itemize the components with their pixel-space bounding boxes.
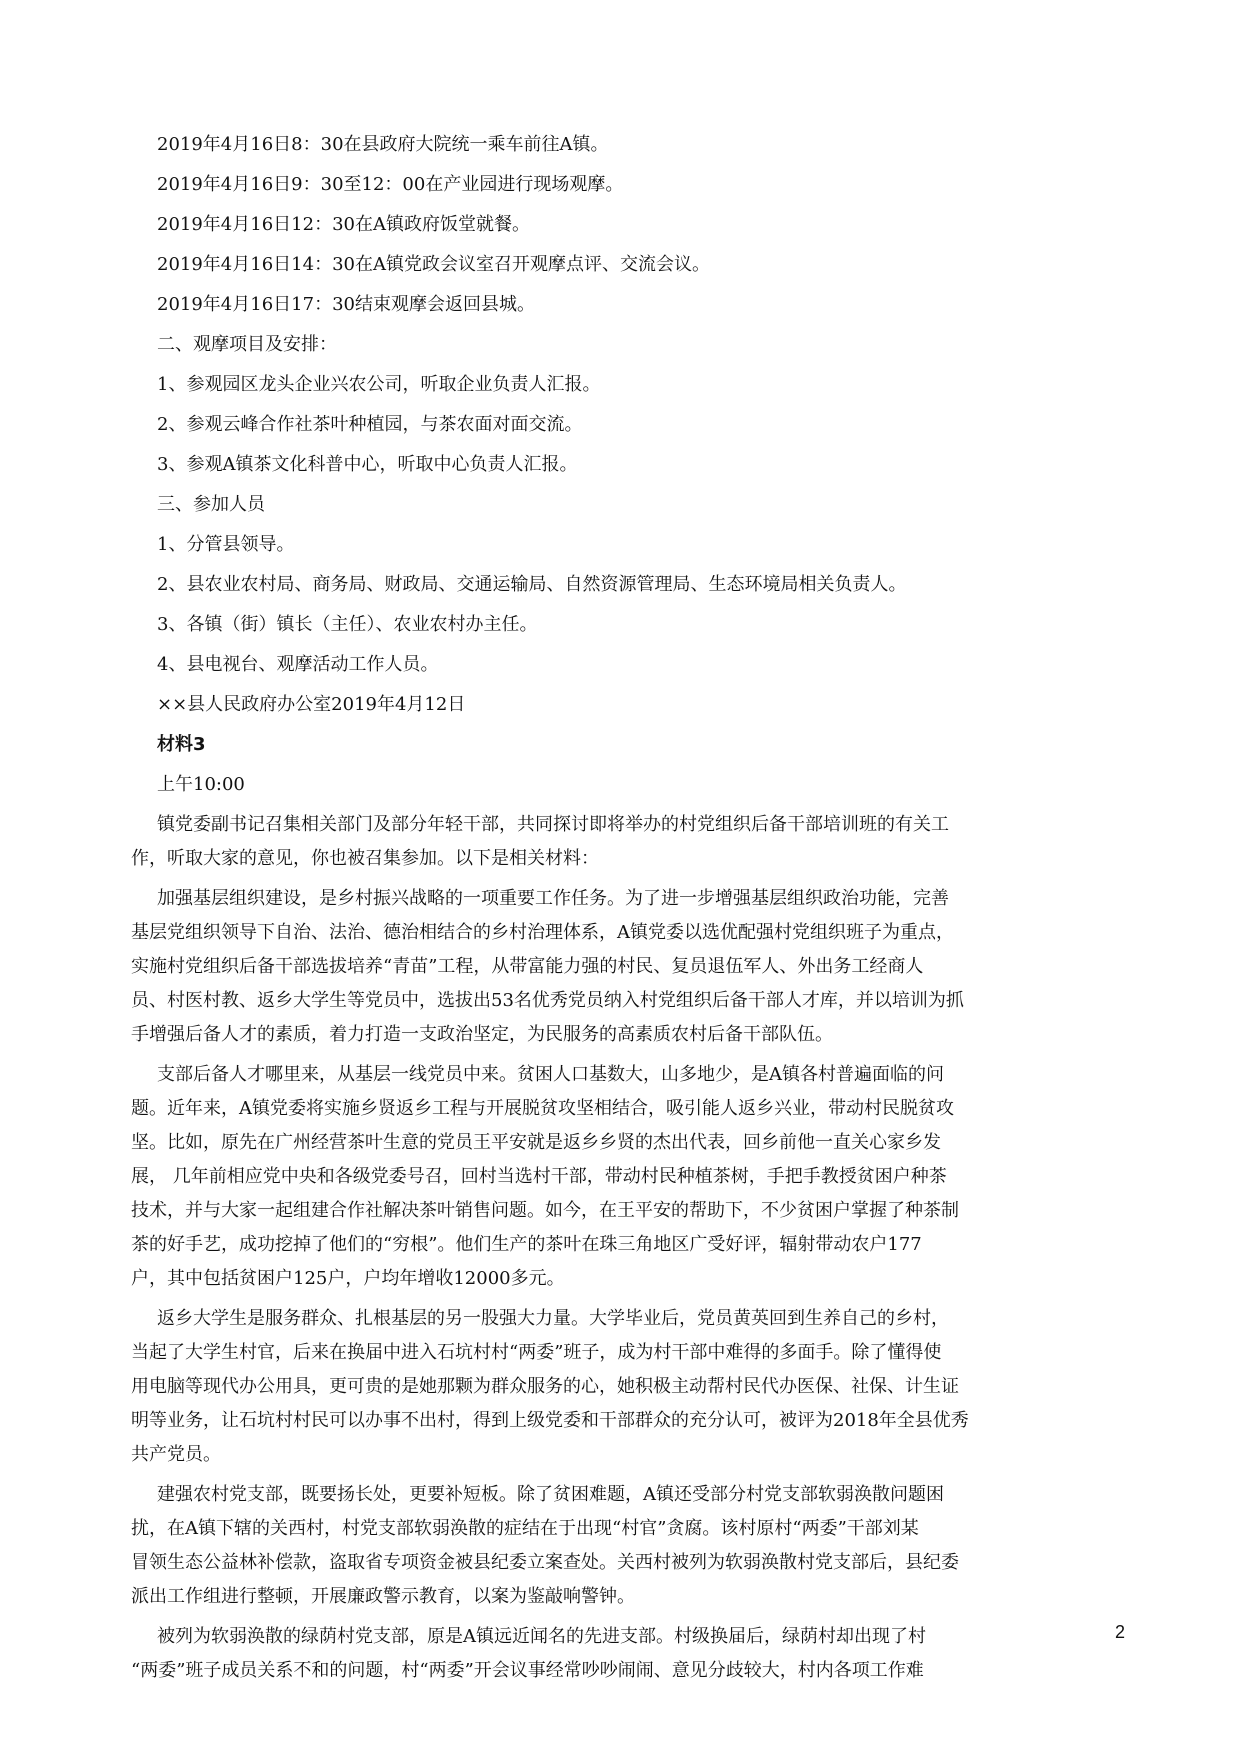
- paragraph-line: 坚。比如，原先在广州经营茶叶生意的党员王平安就是返乡乡贤的杰出代表，回乡前他一直关心家乡发: [131, 1132, 941, 1153]
- section-heading: 三、参加人员: [157, 494, 265, 515]
- page-number: 2: [1114, 1622, 1125, 1642]
- paragraph: [131, 1478, 1103, 1614]
- paragraph-line: 派出工作组进行整顿，开展廉政警示教育，以案为鉴敲响警钟。: [131, 1586, 635, 1607]
- schedule-line: 2019年4月16日9：30至12：00在产业园进行现场观摩。: [157, 174, 624, 195]
- material-title: 材料3: [157, 734, 206, 755]
- paragraph-line: 技术，并与大家一起组建合作社解决茶叶销售问题。如今，在王平安的帮助下，不少贫困户掌握了种茶制: [131, 1200, 959, 1221]
- schedule-line: 2019年4月16日8：30在县政府大院统一乘车前往A镇。: [157, 134, 609, 155]
- list-item: 3、参观A镇茶文化科普中心，听取中心负责人汇报。: [157, 454, 578, 475]
- paragraph: [131, 882, 1103, 1052]
- paragraph-line: 当起了大学生村官，后来在换届中进入石坑村村“两委”班子，成为村干部中难得的多面手。除了懂得使: [131, 1342, 942, 1363]
- paragraph-line: 员、村医村教、返乡大学生等党员中，选拔出53名优秀党员纳入村党组织后备干部人才库，并以培训为抓: [131, 990, 964, 1011]
- meeting-time: 上午10:00: [157, 774, 245, 795]
- section-heading: 二、观摩项目及安排：: [157, 334, 337, 355]
- list-item: 1、分管县领导。: [157, 534, 295, 555]
- paragraph-line: 基层党组织领导下自治、法治、德治相结合的乡村治理体系，A镇党委以选优配强村党组织班子为重点，: [131, 922, 954, 943]
- list-item: 2、参观云峰合作社茶叶种植园，与茶农面对面交流。: [157, 414, 583, 435]
- paragraph-line: 共产党员。: [131, 1444, 221, 1465]
- schedule-line: 2019年4月16日14：30在A镇党政会议室召开观摩点评、交流会议。: [157, 254, 710, 275]
- signature: ××县人民政府办公室2019年4月12日: [157, 694, 466, 715]
- paragraph-line: 展， 几年前相应党中央和各级党委号召，回村当选村干部，带动村民种植茶树，手把手教授贫困户种茶: [131, 1166, 947, 1187]
- paragraph-line: 扰，在A镇下辖的关西村，村党支部软弱涣散的症结在于出现“村官”贪腐。该村原村“两委”干部刘某: [131, 1518, 919, 1539]
- paragraph-line: 支部后备人才哪里来，从基层一线党员中来。贫困人口基数大，山多地少，是A镇各村普遍面临的问: [157, 1064, 944, 1085]
- list-item: 3、各镇（街）镇长（主任）、农业农村办主任。: [157, 614, 538, 635]
- list-item: 1、参观园区龙头企业兴农公司，听取企业负责人汇报。: [157, 374, 601, 395]
- schedule-line: 2019年4月16日17：30结束观摩会返回县城。: [157, 294, 535, 315]
- paragraph: [131, 808, 1103, 876]
- paragraph: [131, 1058, 1103, 1296]
- paragraph-line: 题。近年来，A镇党委将实施乡贤返乡工程与开展脱贫攻坚相结合，吸引能人返乡兴业，带动村民脱贫攻: [131, 1098, 954, 1119]
- paragraph-line: 用电脑等现代办公用具，更可贵的是她那颗为群众服务的心，她积极主动帮村民代办医保、社保、计生证: [131, 1376, 959, 1397]
- schedule-line: 2019年4月16日12：30在A镇政府饭堂就餐。: [157, 214, 530, 235]
- list-item: 4、县电视台、观摩活动工作人员。: [157, 654, 439, 675]
- paragraph-line: 冒领生态公益林补偿款，盗取省专项资金被县纪委立案查处。关西村被列为软弱涣散村党支部后，县纪委: [131, 1552, 959, 1573]
- paragraph-line: 返乡大学生是服务群众、扎根基层的另一股强大力量。大学毕业后，党员黄英回到生养自己的乡村，: [157, 1308, 949, 1329]
- paragraph-line: “两委”班子成员关系不和的问题，村“两委”开会议事经常吵吵闹闹、意见分歧较大，村内各项工作难: [131, 1660, 924, 1681]
- paragraph-line: 户，其中包括贫困户125户，户均年增收12000多元。: [131, 1268, 565, 1289]
- document-body: [131, 128, 1103, 1694]
- paragraph-line: 实施村党组织后备干部选拔培养“青苗”工程，从带富能力强的村民、复员退伍军人、外出务工经商人: [131, 956, 924, 977]
- paragraph: [131, 1302, 1103, 1472]
- list-item: 2、县农业农村局、商务局、财政局、交通运输局、自然资源管理局、生态环境局相关负责人。: [157, 574, 907, 595]
- paragraph-line: 镇党委副书记召集相关部门及部分年轻干部，共同探讨即将举办的村党组织后备干部培训班的有关工: [157, 814, 949, 835]
- paragraph-line: 加强基层组织建设，是乡村振兴战略的一项重要工作任务。为了进一步增强基层组织政治功能，完善: [157, 888, 949, 909]
- paragraph-line: 手增强后备人才的素质，着力打造一支政治坚定，为民服务的高素质农村后备干部队伍。: [131, 1024, 833, 1045]
- paragraph-line: 茶的好手艺，成功挖掉了他们的“穷根”。他们生产的茶叶在珠三角地区广受好评，辐射带动农户177: [131, 1234, 922, 1255]
- paragraph-line: 作，听取大家的意见，你也被召集参加。以下是相关材料：: [131, 848, 599, 869]
- paragraph: [131, 1620, 1103, 1688]
- paragraph-line: 建强农村党支部，既要扬长处，更要补短板。除了贫困难题，A镇还受部分村党支部软弱涣散问题困: [157, 1484, 944, 1505]
- paragraph-line: 被列为软弱涣散的绿荫村党支部，原是A镇远近闻名的先进支部。村级换届后，绿荫村却出现了村: [157, 1626, 926, 1647]
- paragraph-line: 明等业务，让石坑村村民可以办事不出村，得到上级党委和干部群众的充分认可，被评为2018年全县优秀: [131, 1410, 969, 1431]
